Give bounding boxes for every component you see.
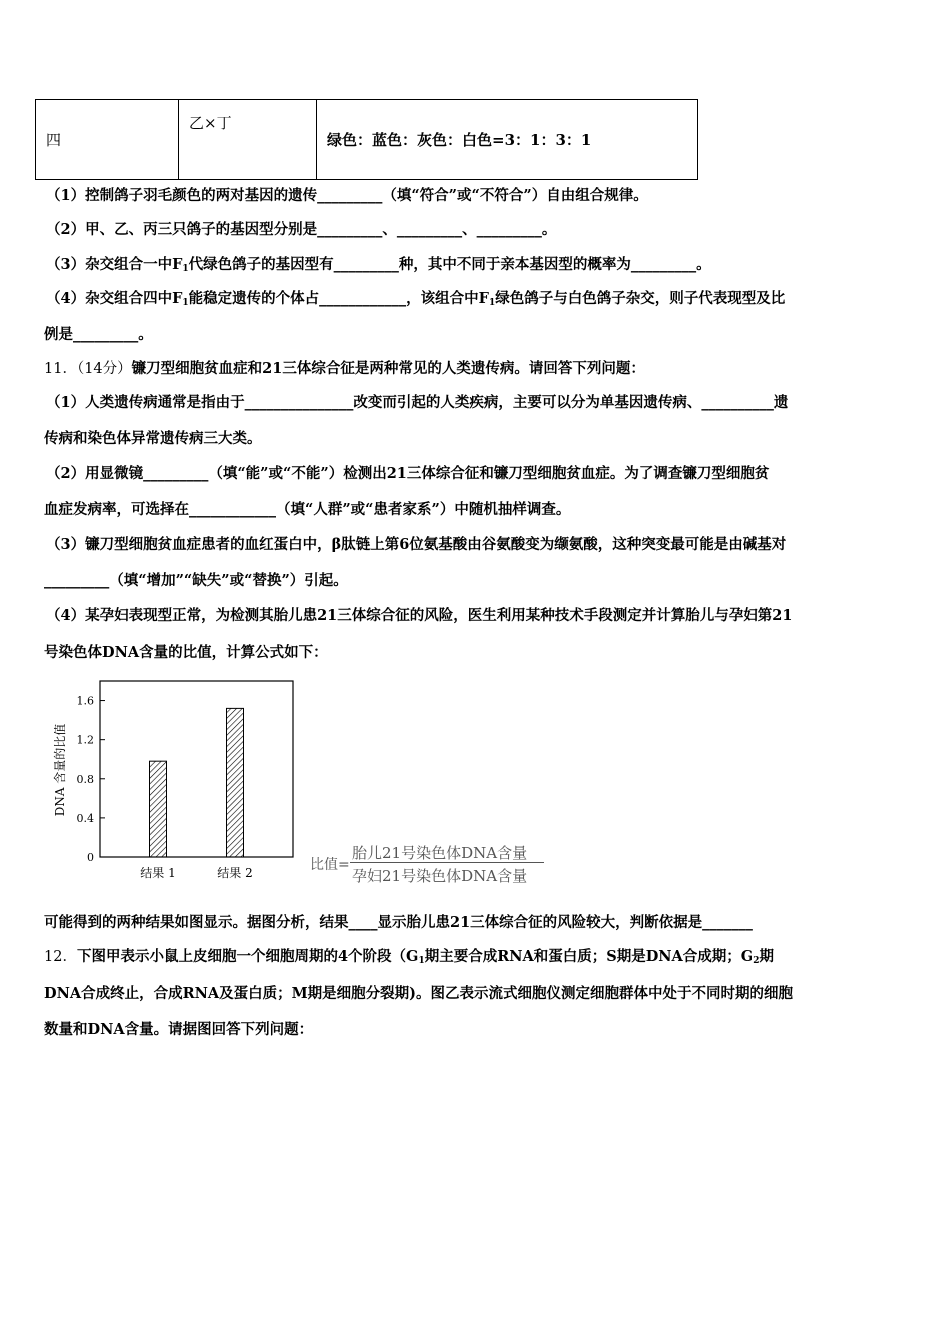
q10-part2: （2）甲、乙、丙三只鸽子的基因型分别是_________、_________、_________。 bbox=[46, 221, 557, 238]
formula-numerator: 胎儿21号染色体DNA含量 bbox=[352, 844, 528, 862]
q12-line3: 数量和DNA含量。请据图回答下列问题： bbox=[44, 1021, 314, 1038]
chart-y-tick-label: 1.6 bbox=[76, 694, 94, 708]
q10-part4-c: 绿色鸽子与白色鸽子杂交，则子代表现型及比 bbox=[495, 290, 786, 307]
q11-number: 11．（14分） bbox=[44, 361, 132, 377]
q11-header bbox=[44, 359, 914, 379]
chart-y-tick-label: 0 bbox=[87, 851, 94, 864]
q10-part3-b: 代绿色鸽子的基因型有_________种，其中不同于亲本基因型的概率为_________。 bbox=[188, 256, 711, 273]
q10-part4-sub2: 1 bbox=[488, 298, 496, 308]
formula-label: 比值= bbox=[310, 857, 350, 873]
table-cell-group: 四 bbox=[36, 100, 179, 180]
q11-part3: （3）镰刀型细胞贫血症患者的血红蛋白中，β肽链上第6位氨基酸由谷氨酸变为缬氨酸，这种突变最可能是由碱基对 bbox=[46, 536, 787, 553]
q11-part2-cont: 血症发病率，可选择在____________（填“人群”或“患者家系”）中随机抽样调查。 bbox=[44, 501, 571, 518]
q11-part4-question: 可能得到的两种结果如图显示。据图分析，结果____显示胎儿患21三体综合征的风险较大，判断依据是_______ bbox=[44, 914, 753, 931]
q12-line1-sub1: 1 bbox=[418, 956, 425, 966]
q12-line2: DNA合成终止，合成RNA及蛋白质；M期是细胞分裂期)。图乙表示流式细胞仪测定细胞群体中处于不同时期的细胞 bbox=[44, 985, 794, 1002]
chart-bar-1 bbox=[150, 761, 167, 857]
q10-part3 bbox=[46, 255, 916, 279]
q10-part4 bbox=[46, 289, 916, 313]
chart-bar-2 bbox=[227, 708, 244, 857]
q10-part3-a: （3）杂交组合一中F bbox=[46, 256, 183, 273]
formula-fraction-bar bbox=[350, 862, 544, 863]
q11-part3-cont: _________（填“增加”“缺失”或“替换”）引起。 bbox=[44, 572, 348, 589]
q12-number: 12． bbox=[44, 949, 77, 965]
q11-part1-cont: 传病和染色体异常遗传病三大类。 bbox=[44, 430, 262, 447]
chart-x-tick-label: 结果 2 bbox=[217, 866, 253, 880]
q10-part1: （1）控制鸽子羽毛颜色的两对基因的遗传_________（填“符合”或“不符合”）自由组合规律。 bbox=[46, 187, 648, 204]
chart-y-tick-label: 0.8 bbox=[76, 772, 94, 786]
q12-line1 bbox=[44, 947, 914, 971]
table-cell-ratio: 绿色：蓝色：灰色：白色=3：1：3：1 bbox=[317, 100, 698, 180]
table-cell-cross: 乙×丁 bbox=[179, 100, 317, 180]
table-row bbox=[36, 100, 698, 180]
q11-part1: （1）人类遗传病通常是指由于_______________改变而引起的人类疾病，主要可以分为单基因遗传病、__________遗 bbox=[46, 394, 789, 411]
ratio-formula bbox=[310, 840, 550, 888]
chart-y-axis-label: DNA 含量的比值 bbox=[53, 723, 67, 817]
cross-table bbox=[35, 99, 698, 180]
q11-part2: （2）用显微镜_________（填“能”或“不能”）检测出21三体综合征和镰刀型细胞贫血症。为了调查镰刀型细胞贫 bbox=[46, 465, 770, 482]
q12-line1-sub2: 2 bbox=[753, 956, 760, 966]
chart-frame bbox=[100, 681, 293, 857]
chart-y-tick-label: 0.4 bbox=[76, 811, 94, 825]
q10-part4-a: （4）杂交组合四中F bbox=[46, 290, 183, 307]
q12-line1-c: 期 bbox=[759, 948, 774, 965]
chart-y-tick-label: 1.2 bbox=[76, 733, 94, 747]
q11-part4: （4）某孕妇表现型正常，为检测其胎儿患21三体综合征的风险，医生利用某种技术手段测定并计算胎儿与孕妇第21 bbox=[46, 607, 793, 624]
q10-part4-cont: 例是_________。 bbox=[44, 326, 153, 343]
chart-x-tick-label: 结果 1 bbox=[140, 866, 176, 880]
formula-denominator: 孕妇21号染色体DNA含量 bbox=[352, 867, 528, 885]
q10-part3-sub: 1 bbox=[182, 264, 189, 274]
dna-ratio-chart bbox=[48, 676, 308, 886]
q12-line1-a: 下图甲表示小鼠上皮细胞一个细胞周期的4个阶段（G bbox=[76, 948, 419, 965]
q10-part4-b: 能稳定遗传的个体占____________，该组合中F bbox=[188, 290, 489, 307]
q12-line1-b: 期主要合成RNA和蛋白质；S期是DNA合成期；G bbox=[424, 948, 754, 965]
q11-title: 镰刀型细胞贫血症和21三体综合征是两种常见的人类遗传病。请回答下列问题： bbox=[131, 360, 645, 377]
q10-part4-sub: 1 bbox=[182, 298, 189, 308]
q11-part4-cont: 号染色体DNA含量的比值，计算公式如下： bbox=[44, 644, 328, 661]
